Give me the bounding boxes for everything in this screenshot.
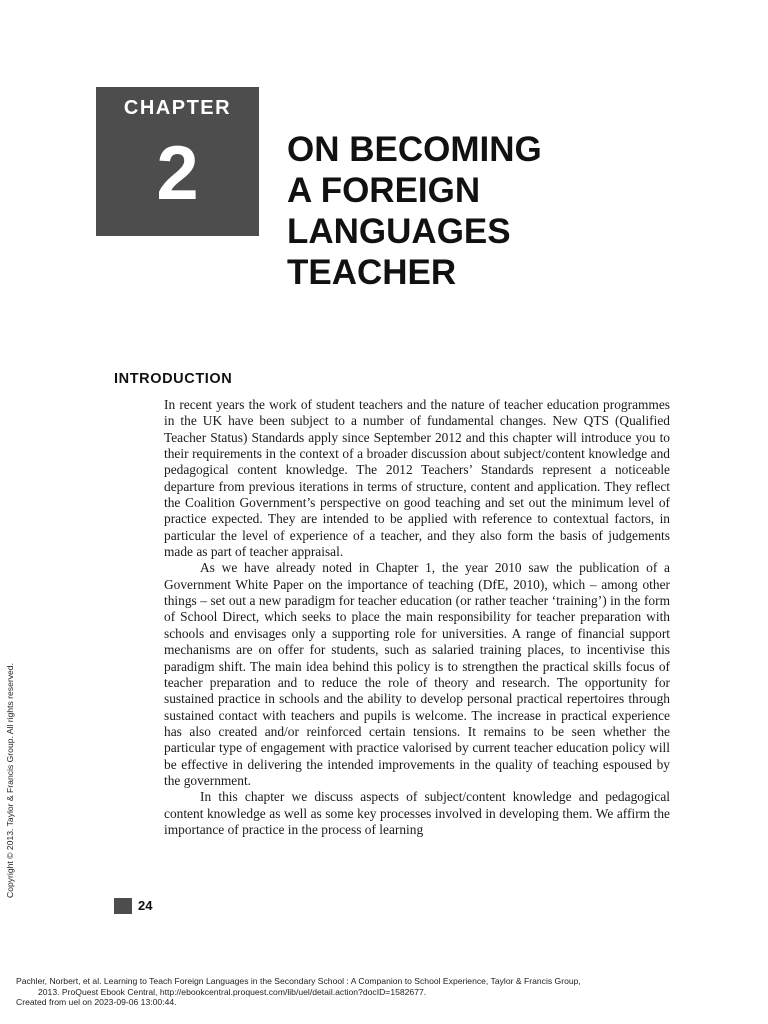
paragraph: In this chapter we discuss aspects of subject/content knowledge and pedagogical content knowledge as well as some key processes involved in developing them. We affirm the importance of practice in the process of learning — [164, 789, 670, 837]
footer-line: Pachler, Norbert, et al. Learning to Teach Foreign Languages in the Secondary School : A Companion to School Experience, Taylor & Francis Group, — [16, 976, 581, 986]
page-number: 24 — [138, 898, 153, 913]
footer-line: Created from uel on 2023-09-06 13:00:44. — [16, 997, 177, 1007]
citation-footer — [16, 976, 756, 1008]
footer-line: 2013. ProQuest Ebook Central, http://ebookcentral.proquest.com/lib/uel/detail.action?docID=1582677. — [38, 986, 427, 997]
chapter-badge — [96, 87, 259, 236]
side-copyright-notice: Copyright © 2013. Taylor & Francis Group. All rights reserved. — [5, 663, 15, 898]
paragraph: As we have already noted in Chapter 1, the year 2010 saw the publication of a Government White Paper on the importance of teaching (DfE, 2010), which – among other things – set out a new paradigm for teacher education (or rather teacher ‘training’) in the form of School Direct, which seeks to place the main responsibility for teacher preparation with schools and envisages only a supporting role for universities. A range of financial support mechanisms are on offer for students, such as salaried training places, to incentivise this paradigm shift. The main idea behind this policy is to strengthen the practical skills focus of teacher preparation and to reduce the role of theory and research. The opportunity for sustained practice in schools and the ability to develop personal practical repertoires through sustained contact with teachers and pupils is welcome. The increase in practical experience has also created and/or reinforced certain tensions. It remains to be seen whether the particular type of engagement with practice valorised by current teacher education policy will be effective in delivering the intended improvements in the quality of teaching espoused by the government. — [164, 560, 670, 788]
chapter-number: 2 — [156, 131, 199, 216]
body-text — [164, 397, 670, 838]
section-heading: INTRODUCTION — [114, 371, 233, 387]
paragraph: In recent years the work of student teachers and the nature of teacher education programmes in the UK have been subject to a number of fundamental changes. New QTS (Qualified Teacher Status) Standards apply since September 2012 and this chapter will introduce you to their requirements in the context of a broader discussion about subject/content knowledge and pedagogical content knowledge. The 2012 Teachers’ Standards represent a noticeable departure from previous iterations in terms of structure, content and application. They reflect the Coalition Government’s perspective on good teaching and set out the minimum level of practice expected. They are intended to be applied with reference to contextual factors, in particular the level of experience of a teacher, and they also form the basis of judgements made as part of teacher appraisal. — [164, 397, 670, 560]
chapter-title: ON BECOMING A FOREIGN LANGUAGES TEACHER — [287, 130, 542, 292]
chapter-label: CHAPTER — [123, 97, 232, 119]
page-marker-square — [114, 898, 132, 914]
